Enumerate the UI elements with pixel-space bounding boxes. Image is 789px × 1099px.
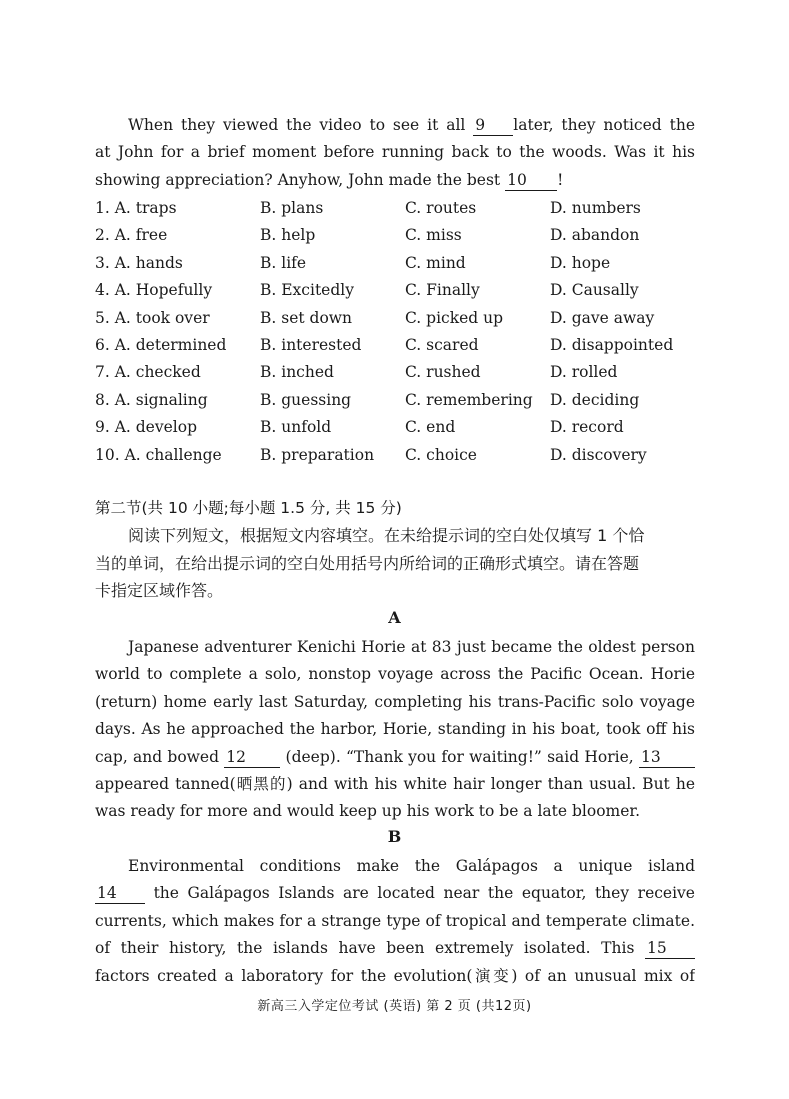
- option-choice: C. end: [405, 418, 456, 437]
- section-heading: 第二节(共 10 小题;每小题 1.5 分, 共 15 分): [95, 499, 402, 517]
- blank-12: 12: [224, 747, 280, 768]
- option-choice: 10. A. challenge: [95, 445, 222, 464]
- text-line: cap, and bowed 12 (deep). “Thank you for waiting!” said Horie, 13: [95, 744, 695, 771]
- option-choice: B. unfold: [260, 418, 332, 437]
- instruction-line: 当的单词，在给出提示词的空白处用括号内所给词的正确形式填空。请在答题: [95, 553, 640, 573]
- text-line: at John for a brief moment before running back to the woods. Was it his: [95, 143, 695, 162]
- instruction-line: 卡指定区域作答。: [95, 581, 224, 600]
- text-line: world to complete a solo, nonstop voyage across the Pacific Ocean. Horie: [95, 661, 695, 688]
- option-choice: B. inched: [260, 363, 334, 382]
- passage-a: [95, 634, 695, 826]
- blank-14: 14: [95, 883, 145, 904]
- option-choice: D. hope: [550, 253, 611, 272]
- instruction-line: 阅读下列短文，根据短文内容填空。在未给提示词的空白处仅填写 1 个恰: [128, 526, 645, 545]
- option-choice: B. set down: [260, 308, 353, 327]
- option-choice: B. life: [260, 253, 307, 272]
- text-line: days. As he approached the harbor, Horie, standing in his boat, took off his: [95, 720, 695, 739]
- option-choice: D. gave away: [550, 308, 655, 327]
- option-choice: D. discovery: [550, 445, 647, 464]
- text-line: factors created a laboratory for the evolution(演变) of an unusual mix of: [95, 966, 695, 985]
- text-line: Japanese adventurer Kenichi Horie at 83 just became the oldest person: [128, 638, 695, 656]
- option-choice: 9. A. develop: [95, 418, 197, 437]
- option-choice: D. deciding: [550, 390, 640, 409]
- answer-options: [95, 195, 715, 469]
- page-footer: 新高三入学定位考试 (英语) 第 2 页 (共12页): [257, 999, 532, 1014]
- section-instructions: [95, 522, 695, 605]
- option-choice: D. numbers: [550, 199, 641, 217]
- option-choice: 3. A. hands: [95, 253, 183, 272]
- option-choice: C. routes: [405, 199, 477, 217]
- option-choice: 7. A. checked: [95, 363, 201, 382]
- option-row: [95, 195, 715, 222]
- option-choice: C. picked up: [405, 308, 504, 327]
- option-choice: 2. A. free: [95, 226, 168, 245]
- option-row: [95, 222, 715, 249]
- option-row: [95, 442, 715, 469]
- text-line: Environmental conditions make the Galápagos a unique island: [128, 857, 695, 875]
- text-line: appeared tanned(晒黑的) and with his white hair longer than usual. But he: [95, 774, 695, 793]
- blank-13: 13: [639, 747, 695, 768]
- passage-ending: [95, 112, 695, 194]
- option-choice: B. interested: [260, 335, 362, 354]
- option-row: [95, 414, 715, 441]
- text-line: (return) home early last Saturday, completing his trans-Pacific solo voyage: [95, 692, 695, 711]
- option-row: [95, 332, 715, 359]
- option-choice: B. help: [260, 226, 316, 245]
- passage-b-heading: B: [387, 827, 402, 846]
- option-choice: 8. A. signaling: [95, 390, 208, 409]
- option-choice: C. miss: [405, 226, 462, 245]
- option-row: [95, 359, 715, 386]
- option-choice: B. plans: [260, 199, 324, 217]
- passage-b: [95, 853, 695, 990]
- text-line: of their history, the islands have been extremely isolated. This 15: [95, 935, 695, 962]
- option-choice: C. remembering: [405, 390, 533, 409]
- blank-9: 9: [473, 115, 513, 136]
- option-choice: C. rushed: [405, 363, 481, 382]
- blank-15: 15: [645, 938, 695, 959]
- option-choice: 4. A. Hopefully: [95, 281, 213, 300]
- passage-a-heading: A: [388, 608, 401, 627]
- option-choice: 6. A. determined: [95, 335, 227, 354]
- text-line: 14 the Galápagos Islands are located near the equator, they receive: [97, 884, 695, 903]
- option-choice: D. rolled: [550, 363, 618, 382]
- option-row: [95, 387, 715, 414]
- blank-10: 10: [505, 170, 557, 191]
- option-choice: C. Finally: [405, 281, 480, 300]
- option-choice: D. abandon: [550, 226, 640, 245]
- text-line: was ready for more and would keep up his work to be a late bloomer.: [95, 802, 641, 821]
- option-choice: C. mind: [405, 253, 466, 272]
- text-line: currents, which makes for a strange type of tropical and temperate climate.: [95, 911, 695, 930]
- text-line: showing appreciation? Anyhow, John made the best 10 !: [95, 170, 564, 189]
- option-choice: C. scared: [405, 335, 479, 354]
- option-choice: D. Causally: [550, 281, 639, 300]
- option-choice: B. preparation: [260, 445, 375, 464]
- option-choice: 5. A. took over: [95, 308, 210, 327]
- option-row: [95, 305, 715, 332]
- option-choice: C. choice: [405, 445, 477, 464]
- option-choice: 1. A. traps: [95, 199, 177, 217]
- option-choice: D. disappointed: [550, 335, 674, 354]
- option-row: [95, 277, 715, 304]
- option-choice: B. guessing: [260, 390, 352, 409]
- text-line: When they viewed the video to see it all 9 later, they noticed the: [128, 116, 695, 134]
- option-choice: B. Excitedly: [260, 281, 354, 300]
- option-choice: D. record: [550, 418, 624, 437]
- option-row: [95, 250, 715, 277]
